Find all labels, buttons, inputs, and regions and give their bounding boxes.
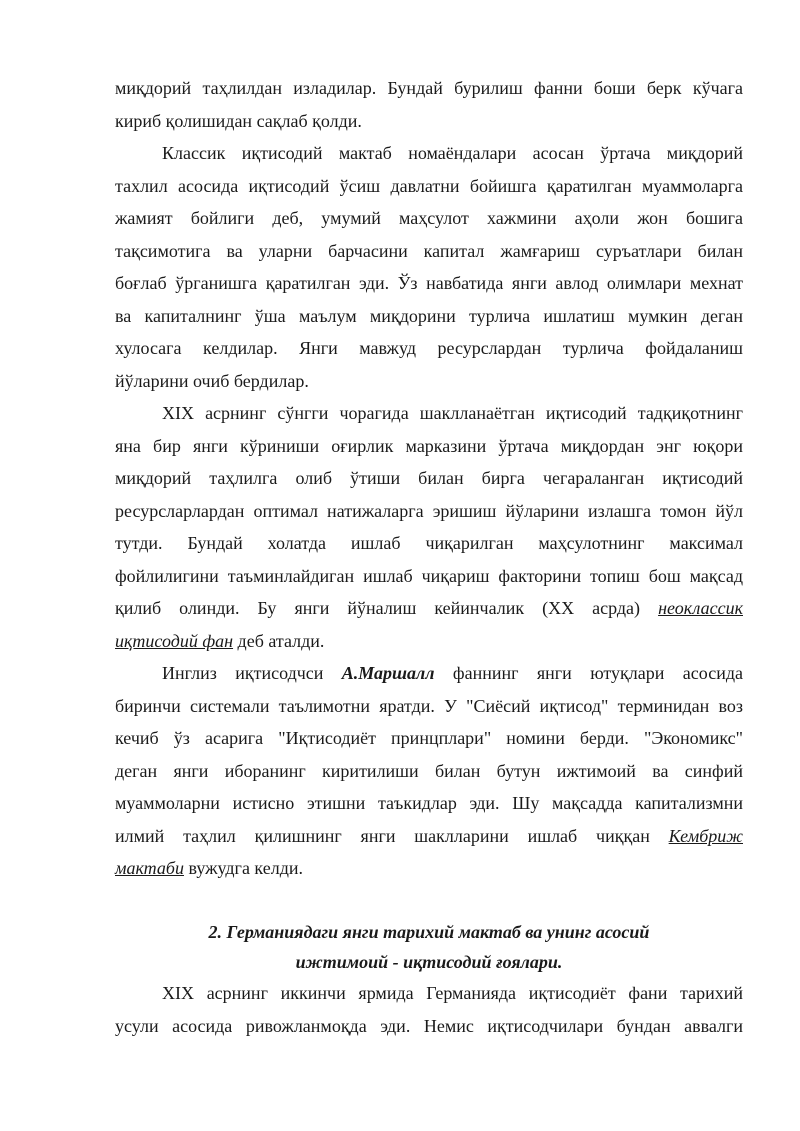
text-line: биринчи системали таълимотни яратди. У "Сиёсий иқтисод" терминидан воз	[115, 695, 743, 716]
text-line	[115, 657, 743, 690]
blank-line	[115, 885, 743, 918]
text-line: тутди. Бундай холатда ишлаб чиқарилган маҳсулотнинг максимал	[115, 533, 743, 553]
text-line: йўларини очиб бердилар.	[115, 370, 309, 391]
text-line: XIX асрнинг сўнгги чорагида шаклланаётган иқтисодий тадқиқотнинг	[162, 403, 743, 423]
text-run: фаннинг янги ютуқлари асосида	[434, 663, 743, 683]
text-line	[115, 592, 743, 625]
heading-line: 2. Германиядаги янги тарихий мактаб ва унинг асосий	[208, 922, 650, 942]
text-line: боғлаб ўрганишга қаратилган эди. Ўз навбатида янги авлод олимлари мехнат	[115, 273, 743, 293]
paragraph-2	[115, 137, 743, 397]
term-neoclassic-part2: иқтисодий фан	[115, 630, 234, 651]
term-cambridge-part1: Кембриж	[668, 825, 743, 846]
document-page	[115, 72, 743, 1042]
paragraph-5	[115, 977, 743, 1042]
term-cambridge-part2: мактаби	[115, 858, 184, 878]
text-run: деб аталди.	[233, 630, 325, 651]
text-line: жамият бойлиги деб, умумий маҳсулот хажмини аҳоли жон бошига	[115, 208, 743, 228]
text-line: тақсимотига ва уларни барчасини капитал жамғариш суръатлари билан	[115, 240, 743, 261]
paragraph-4	[115, 657, 743, 885]
text-line: XIX асрнинг иккинчи ярмида Германияда иқтисодиёт фани тарихий	[162, 983, 743, 1003]
text-line: фойлилигини таъминлайдиган ишлаб чиқариш факторини топиш бош мақсад	[115, 565, 743, 586]
text-line: яна бир янги кўриниши оғирлик марказини ўртача миқдордан энг юқори	[115, 435, 743, 456]
text-line: кечиб ўз асарига "Иқтисодиёт принцплари" номини берди. "Экономикс"	[115, 728, 743, 748]
text-run: қилиб олинди. Бу янги йўналиш кейинчалик (XX асрда)	[115, 598, 659, 618]
text-line: Классик иқтисодий мактаб номаёндалари асосан ўртача миқдорий	[162, 143, 743, 163]
text-line	[115, 852, 743, 885]
text-run: Инглиз иқтисодчси	[162, 663, 342, 683]
text-run: илмий таҳлил қилишнинг янги шаклларини ишлаб чиққан	[115, 825, 669, 846]
text-line	[115, 820, 743, 853]
section-heading	[115, 917, 743, 977]
text-line: миқдорий таҳлилдан изладилар. Бундай бурилиш фанни боши берк кўчага	[115, 78, 743, 98]
text-line: тахлил асосида иқтисодий ўсиш давлатни бойишга қаратилган муаммоларга	[115, 175, 743, 196]
text-line: хулосага келдилар. Янги мавжуд ресурслардан турлича фойдаланиш	[115, 338, 743, 358]
text-line: миқдорий таҳлилга олиб ўтиши билан бирга чегараланган иқтисодий	[115, 468, 743, 488]
text-line	[115, 625, 743, 658]
heading-line: ижтимоий - иқтисодий ғоялари.	[295, 952, 563, 972]
text-line: ресурсларлардан оптимал натижаларга эришиш йўларини излашга томон йўл	[115, 500, 743, 521]
text-line: кириб қолишидан сақлаб қолди.	[115, 110, 362, 131]
text-line: деган янги иборанинг киритилиши билан бутун ижтимоий ва синфий	[115, 760, 743, 781]
term-neoclassic-part1: неоклассик	[658, 598, 743, 618]
text-line: усули асосида ривожланмоқда эди. Немис иқтисодчилари бундан аввалги	[115, 1015, 743, 1036]
text-run: вужудга келди.	[183, 858, 303, 878]
text-line: ва капиталнинг ўша маълум миқдорини турлича ишлатиш мумкин деган	[115, 305, 743, 326]
paragraph-3	[115, 397, 743, 657]
paragraph-1	[115, 72, 743, 137]
text-line: муаммоларни истисно этишни таъкидлар эди. Шу мақсадда капитализмни	[115, 793, 743, 813]
author-name: А.Маршалл	[341, 663, 435, 683]
